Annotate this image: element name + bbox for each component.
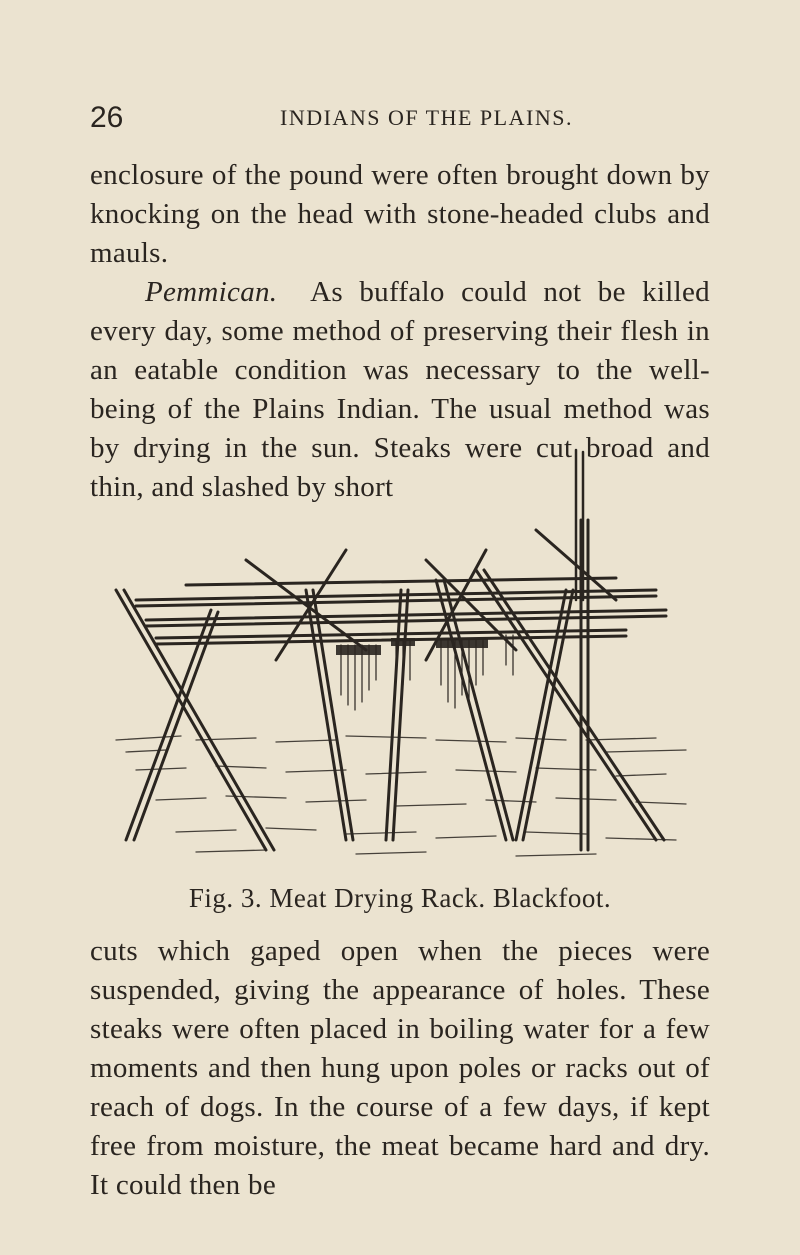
page-header [90,98,710,138]
section-heading-pemmican: Pemmican. [145,276,278,308]
paragraph-steaks: cuts which gaped open when the pieces were suspended, giving the appearance of holes. These steaks were often placed in boiling water for a few moments and then hung upon poles or racks out of reach of dogs. In the course of a few days, if kept free from moisture, the meat became hard and dry. It could then be [90,935,710,1201]
meat-drying-rack-illustration [96,440,704,880]
rack-drawing [96,440,704,880]
page-number: 26 [90,101,124,134]
paragraph-pemmican-text: As buffalo could not be killed every day, some method of preserving their flesh in an eatable condition was necessary to the well-being of the Plains Indian. The usual method was by drying in the sun. Steaks were cut broad and thin, and slashed by short [90,276,710,503]
ground-hatching [116,736,686,856]
running-head: INDIANS OF THE PLAINS. [280,105,573,130]
figure-caption: Fig. 3. Meat Drying Rack. Blackfoot. [188,883,612,913]
paragraph-continued: enclosure of the pound were often brought down by knocking on the head with stone-headed clubs and mauls. [90,159,710,269]
body-text-bottom [90,932,710,1205]
